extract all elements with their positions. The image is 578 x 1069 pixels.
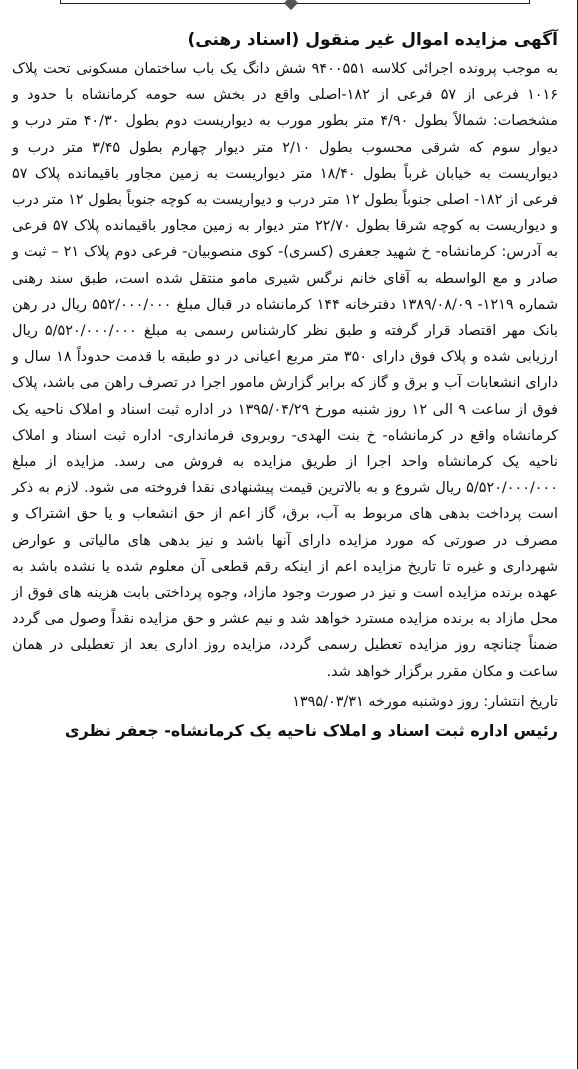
signature-line: رئیس اداره ثبت اسناد و املاک ناحیه یک کرمانشاه- جعفر نظری [64,720,558,740]
notice-title: آگهی مزایده اموال غیر منقول (اسناد رهنی) [187,30,558,50]
notice-body: به موجب پرونده اجرائی کلاسه ۹۴۰۰۵۵۱ شش دانگ یک باب ساختمان مسکونی تحت پلاک ۱۰۱۶ فرعی از ۵۷ فرعی از ۱۸۲-اصلی واقع در بخش سه حومه کرمانشاه با حدود و مشخصات: شمالاً بطول ۴/۹۰ متر بطور مورب به دیواریست دوم بطول ۴۰/۳۰ متر درب و دیوار سوم که شرقی محسوب بطول ۲/۱۰ متر دیوار چهارم بطول ۳/۴۵ متر درب و دیواریست به خیابان غرباً بطول ۱۸/۴۰ متر دیواریست به زمین مجاور باقیمانده پلاک ۵۷ فرعی از ۱۸۲- اصلی جنوباً بطول ۱۲ متر درب و دیواریست به کوچه جنوباً بطول ۱۲ متر درب و دیواریست به کوچه شرقا بطول ۲۲/۷۰ متر دیوار به زمین مجاور باقیمانده پلاک ۵۷ فرعی به آدرس: کرمانشاه- خ شهید جعفری (کسری)- کوی منصوبیان- فرعی دوم پلاک ۲۱ – ثبت و صادر و مع الواسطه به آقای خانم نرگس شیری مامو منتقل شده است، طبق سند رهنی شماره ۱۲۱۹- ۱۳۸۹/۰۸/۰۹ دفترخانه ۱۴۴ کرمانشاه در قبال مبلغ ۵۵۲/۰۰۰/۰۰۰ ریال در رهن بانک مهر اقتصاد قرار گرفته و طبق نظر کارشناس رسمی به مبلغ ۵/۵۲۰/۰۰۰/۰۰۰ ریال ارزیابی شده و پلاک فوق دارای ۳۵۰ متر مربع اعیانی در دو طبقه با قدمت حدوداً ۱۸ سال و دارای انشعابات آب و برق و گاز که برابر گزارش مامور اجرا در تصرف راهن می باشد، پلاک فوق از ساعت ۹ الی ۱۲ روز شنبه مورخ ۱۳۹۵/۰۴/۲۹ در اداره ثبت اسناد و املاک ناحیه یک کرمانشاه واقع در کرمانشاه- خ بنت الهدی- روبروی فرمانداری- اداره ثبت اسناد و املاک ناحیه یک کرمانشاه واحد اجرا از طریق مزایده به فروش می رسد. مزایده از مبلغ ۵/۵۲۰/۰۰۰/۰۰۰ ریال شروع و به بالاترین قیمت پیشنهادی نقدا فروخته می شود. لازم به ذکر است پرداخت بدهی های مربوط به آب، برق، گاز اعم از حق انشعاب و یا حق اشتراک و مصرف در صورتی که مورد مزایده دارای آنها باشد و نیز بدهی های مالیاتی و عوارض شهرداری و غیره تا تاریخ مزایده اعم از اینکه رقم قطعی آن معلوم شده یا نشده باشد به عهده برنده مزایده است و نیز در صورت وجود مازاد، وجوه پرداختی بابت هزینه های فوق از محل مازاد به برنده مزایده مسترد خواهد شد و نیم عشر و حق مزایده نقداً وصول می گردد ضمناً چنانچه روز مزایده تعطیل رسمی گردد، مزایده روز اداری بعد از تعطیلی در همان ساعت و مکان مقرر برگزار خواهد شد. [12,61,559,680]
divider-cap-right [529,0,530,4]
top-divider [60,0,530,8]
notice-content [12,28,558,745]
publication-date: تاریخ انتشار: روز دوشنبه مورخه ۱۳۹۵/۰۳/۳۱ [292,693,558,710]
diamond-ornament-icon [284,0,298,10]
divider-cap-left [60,0,61,4]
